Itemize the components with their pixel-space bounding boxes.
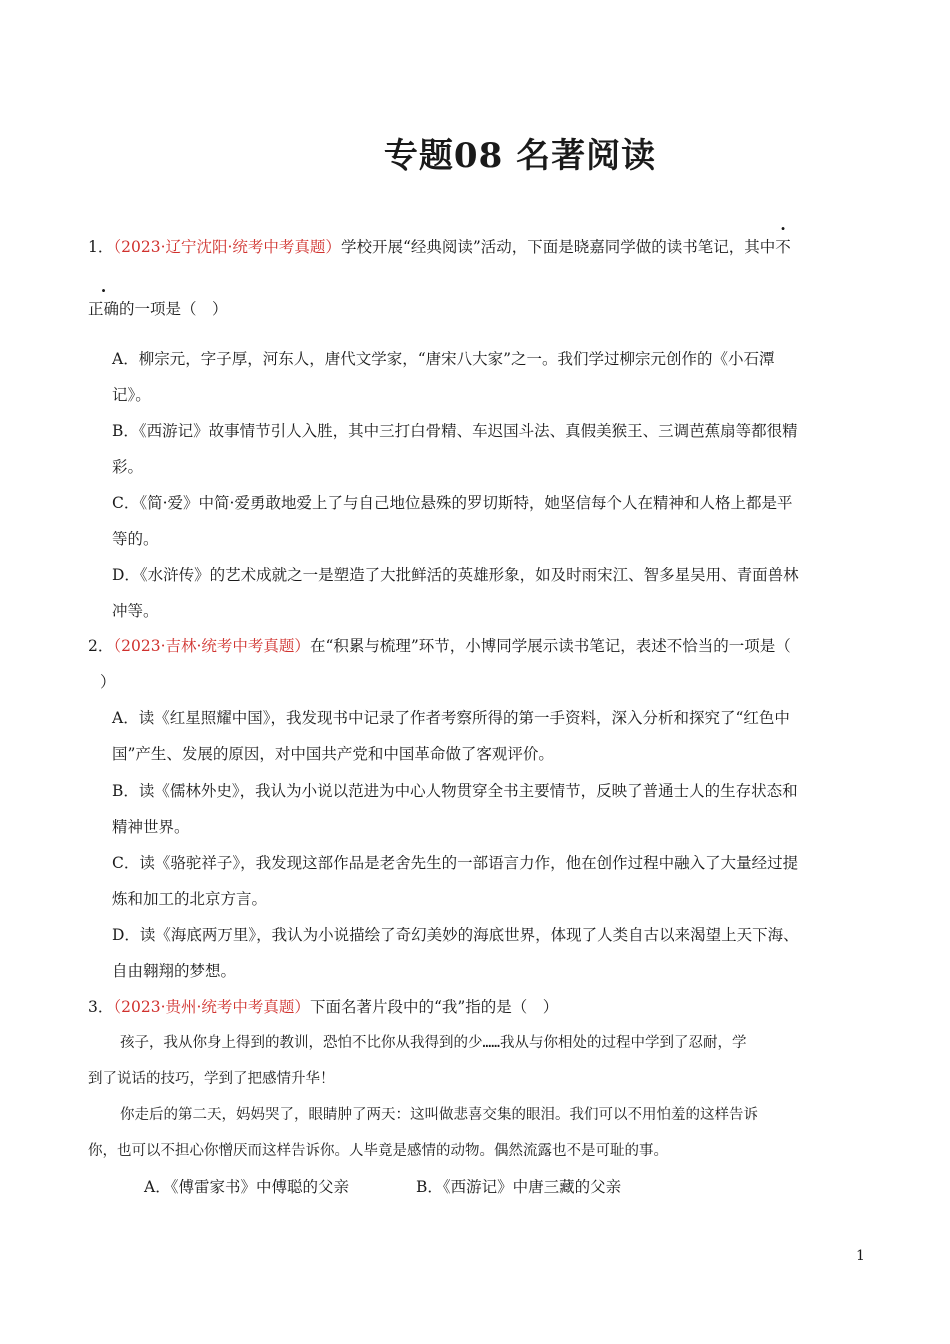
question-2-stem	[88, 635, 791, 657]
option-line: C．《简·爱》中简·爱勇敢地爱上了与自己地位悬殊的罗切斯特，她坚信每个人在精神和人格上都是平	[112, 494, 793, 512]
passage-line: 孩子，我从你身上得到的教训，恐怕不比你从我得到的少……我从与你相处的过程中学到了忍耐，学	[120, 1035, 747, 1051]
option-line: 等的。	[112, 530, 159, 548]
option-line: 彩。	[112, 458, 144, 476]
passage-line: 到了说话的技巧，学到了把感情升华！	[88, 1071, 335, 1087]
question-source: （2023·贵州·统考中考真题）	[113, 998, 310, 1016]
question-stem: 的一项是（ ）	[119, 300, 228, 318]
emphasis-mark: 不	[775, 238, 791, 256]
question-3-stem	[88, 996, 558, 1018]
question-2-stem-cont: ）	[100, 673, 116, 691]
option-line: 炼和加工的北京方言。	[112, 890, 268, 908]
question-stem: 学校开展“经典阅读”活动，下面是晓嘉同学做的读书笔记，其中	[340, 238, 776, 256]
question-source: （2023·辽宁沈阳·统考中考真题）	[113, 238, 341, 256]
passage-line: 你，也可以不担心你憎厌而这样告诉你。人毕竟是感情的动物。偶然流露也不是可耻的事。	[88, 1143, 668, 1159]
question-number: 2．	[88, 637, 114, 655]
page-number: 1	[856, 1248, 865, 1264]
option-line: 记》。	[112, 386, 151, 404]
passage-line: 你走后的第二天，妈妈哭了，眼睛肿了两天：这叫做悲喜交集的眼泪。我们可以不用怕羞的这样告诉	[120, 1107, 758, 1123]
emphasis-mark: 正确	[88, 300, 120, 318]
page-title: 专题08 名著阅读	[383, 136, 657, 176]
option-line: C．读《骆驼祥子》，我发现这部作品是老舍先生的一部语言力作，他在创作过程中融入了大量经过提	[112, 854, 799, 872]
question-stem: 下面名著片段中的“我”指的是（ ）	[309, 998, 559, 1016]
option-line: A．柳宗元，字子厚，河东人，唐代文学家，“唐宋八大家”之一。我们学过柳宗元创作的《小石潭	[112, 350, 775, 368]
option-line: 冲等。	[112, 602, 159, 620]
question-1-stem	[88, 236, 791, 258]
option-b: B．《西游记》中唐三藏的父亲	[416, 1178, 622, 1196]
option-line: 自由翱翔的梦想。	[112, 962, 237, 980]
question-1-stem-cont	[88, 298, 228, 320]
question-number: 1．	[88, 238, 114, 256]
option-line: D．读《海底两万里》，我认为小说描绘了奇幻美妙的海底世界，体现了人类自古以来渴望上天下海、	[112, 926, 799, 944]
question-stem: 在“积累与梳理”环节，小博同学展示读书笔记，表述不恰当的一项是（	[309, 637, 791, 655]
option-a: A．《傅雷家书》中傅聪的父亲	[144, 1178, 349, 1196]
option-line: B．读《儒林外史》，我认为小说以范进为中心人物贯穿全书主要情节，反映了普通士人的生存状态和	[112, 782, 798, 800]
option-line: A．读《红星照耀中国》，我发现书中记录了作者考察所得的第一手资料，深入分析和探究了“红色中	[112, 709, 790, 727]
option-line: D．《水浒传》的艺术成就之一是塑造了大批鲜活的英雄形象，如及时雨宋江、智多星吴用、青面兽林	[112, 566, 799, 584]
option-line: B．《西游记》故事情节引人入胜，其中三打白骨精、车迟国斗法、真假美猴王、三调芭蕉扇等都很精	[112, 422, 798, 440]
option-line: 国”产生、发展的原因，对中国共产党和中国革命做了客观评价。	[112, 745, 554, 763]
question-source: （2023·吉林·统考中考真题）	[113, 637, 310, 655]
question-number: 3．	[88, 998, 114, 1016]
option-line: 精神世界。	[112, 818, 190, 836]
